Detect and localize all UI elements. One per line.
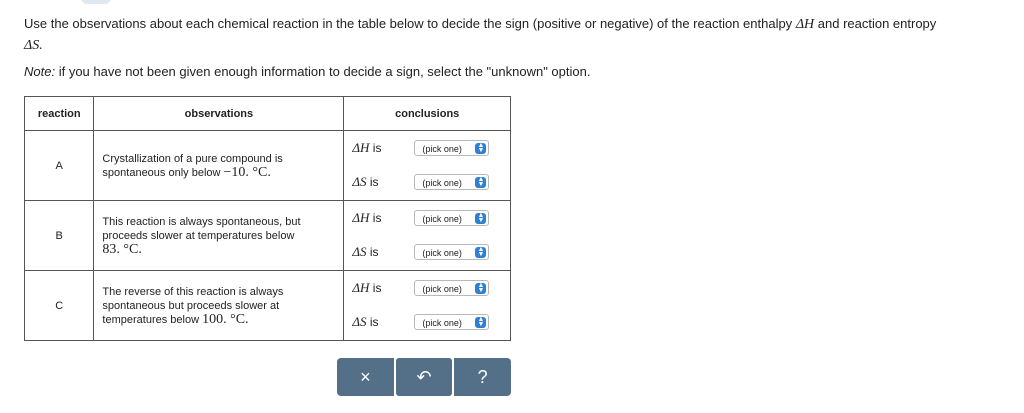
dh-select[interactable] <box>414 280 489 296</box>
observation-value: 100. °C. <box>202 311 249 327</box>
select-value: (pick one) <box>422 284 462 294</box>
note <box>24 64 590 79</box>
observation-text: This reaction is always spontaneous, but proceeds slower at temperatures below <box>102 215 301 242</box>
reaction-label: C <box>25 271 94 341</box>
reaction-table <box>24 96 511 341</box>
select-value: (pick one) <box>422 144 462 154</box>
dh-symbol: ΔH <box>352 140 370 155</box>
ds-select[interactable] <box>414 174 489 190</box>
instructions-text <box>24 14 1014 56</box>
dh-symbol: ΔH <box>352 210 370 225</box>
action-button-bar <box>337 358 511 396</box>
select-value: (pick one) <box>422 178 462 188</box>
table-row <box>25 271 511 341</box>
observation-text: Crystallization of a pure compound is spontaneous only below <box>102 152 283 179</box>
is-text: is <box>369 315 379 329</box>
note-label: Note: <box>24 64 56 79</box>
ds-label <box>352 244 378 260</box>
note-text: if you have not been given enough information to decide a sign, select the "unknown" option. <box>58 64 591 79</box>
reaction-label: B <box>25 201 94 271</box>
table-header-row <box>25 97 511 131</box>
dh-row <box>344 201 510 235</box>
ds-row <box>344 305 510 339</box>
select-value: (pick one) <box>422 214 462 224</box>
observation-cell <box>94 271 344 341</box>
conclusion-cell <box>344 131 511 201</box>
ds-symbol: ΔS <box>352 244 367 259</box>
header-observations: observations <box>94 97 344 131</box>
clear-button[interactable] <box>337 358 394 396</box>
undo-button[interactable] <box>396 358 453 396</box>
dh-label <box>352 210 381 226</box>
conclusion-cell <box>344 201 511 271</box>
dh-symbol: ΔH <box>352 280 370 295</box>
table-row <box>25 131 511 201</box>
updown-chevron-icon: ▲ ▼ <box>475 247 486 258</box>
header-conclusions: conclusions <box>344 97 511 131</box>
ds-select[interactable] <box>414 314 489 330</box>
top-tab-decoration <box>80 0 112 4</box>
conclusion-cell <box>344 271 511 341</box>
is-text: is <box>372 141 382 155</box>
select-value: (pick one) <box>422 318 462 328</box>
instructions-mid: and reaction entropy <box>817 16 937 31</box>
dh-label <box>352 280 381 296</box>
observation-cell <box>94 131 344 201</box>
dh-row <box>344 271 510 305</box>
observation-cell <box>94 201 344 271</box>
header-reaction: reaction <box>25 97 94 131</box>
dh-select[interactable] <box>414 140 489 156</box>
is-text: is <box>372 211 382 225</box>
observation-text: The reverse of this reaction is always spontaneous but proceeds slower at temperatures below <box>102 285 284 326</box>
help-button[interactable] <box>454 358 511 396</box>
updown-chevron-icon: ▲ ▼ <box>475 213 486 224</box>
ds-symbol: ΔS <box>352 174 367 189</box>
table-row <box>25 201 511 271</box>
delta-h-symbol: ΔH <box>795 17 815 32</box>
updown-chevron-icon: ▲ ▼ <box>475 177 486 188</box>
ds-row <box>344 165 510 199</box>
ds-symbol: ΔS <box>352 314 367 329</box>
updown-chevron-icon: ▲ ▼ <box>475 283 486 294</box>
ds-row <box>344 235 510 269</box>
observation-value: 83. °C. <box>102 241 142 257</box>
instructions-body: Use the observations about each chemical reaction in the table below to decide the sign (positive or negative) of the reaction enthalpy <box>24 16 793 31</box>
dh-row <box>344 131 510 165</box>
select-value: (pick one) <box>422 248 462 258</box>
is-text: is <box>369 245 379 259</box>
updown-chevron-icon: ▲ ▼ <box>475 143 486 154</box>
help-icon: ? <box>477 366 488 387</box>
observation-value: −10. °C. <box>223 164 271 180</box>
reaction-label: A <box>25 131 94 201</box>
is-text: is <box>372 281 382 295</box>
updown-chevron-icon: ▲ ▼ <box>475 317 486 328</box>
delta-s-symbol: ΔS. <box>24 38 43 53</box>
ds-label <box>352 314 378 330</box>
close-icon: × <box>360 366 371 387</box>
ds-label <box>352 174 378 190</box>
is-text: is <box>369 175 379 189</box>
dh-label <box>352 140 381 156</box>
undo-icon: ↶ <box>416 366 432 387</box>
ds-select[interactable] <box>414 244 489 260</box>
dh-select[interactable] <box>414 210 489 226</box>
